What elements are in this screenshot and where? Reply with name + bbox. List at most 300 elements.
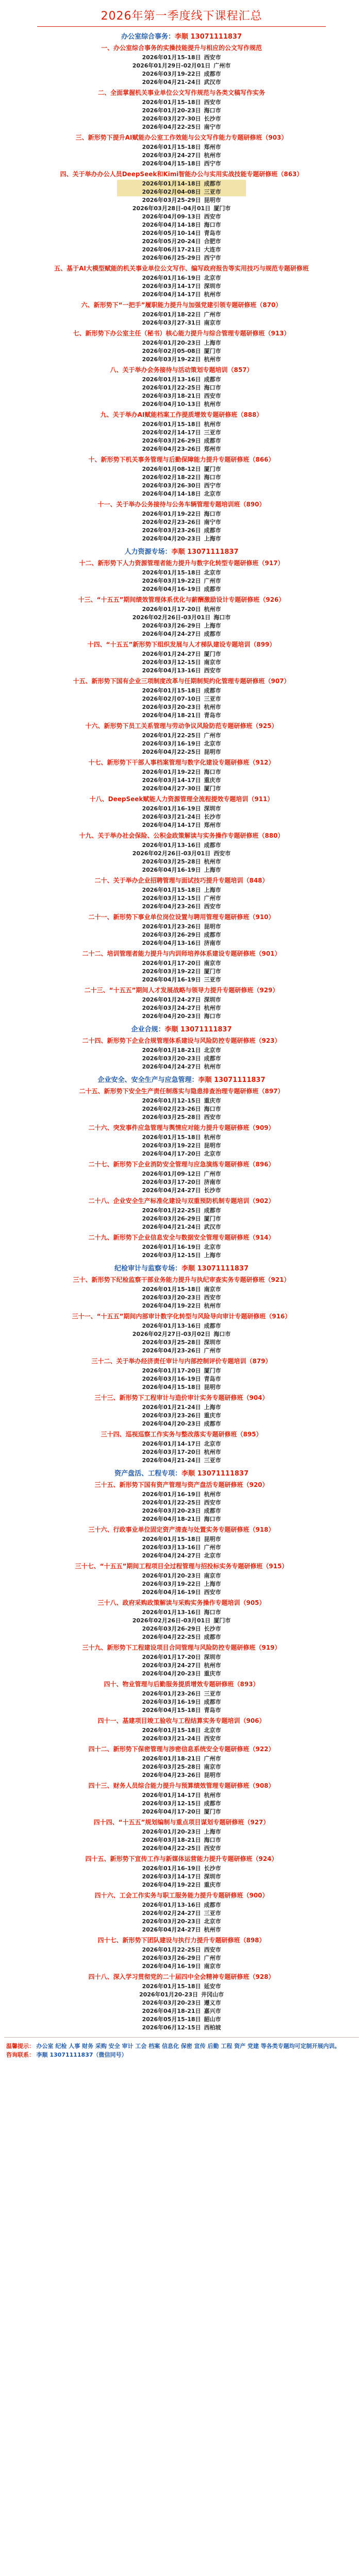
session-date: 2026年01月21-24日 bbox=[142, 1404, 201, 1411]
session-city: 上海市 bbox=[204, 867, 221, 873]
session-row bbox=[4, 339, 359, 347]
session-date: 2026年06月25-29日 bbox=[142, 255, 201, 261]
session-date: 2026年04月16-19日 bbox=[142, 586, 201, 592]
session-city: 北京市 bbox=[204, 1150, 221, 1157]
session-date: 2026年05月10-14日 bbox=[142, 230, 201, 236]
session-date: 2026年03月19-22日 bbox=[142, 1142, 201, 1149]
session-row bbox=[4, 1375, 359, 1383]
session-row bbox=[4, 1004, 359, 1012]
session-row bbox=[4, 1223, 359, 1231]
course-block bbox=[4, 1716, 359, 1743]
session-row bbox=[4, 1690, 359, 1698]
session-date: 2026年03月20-23日 bbox=[142, 1999, 201, 2006]
session-date: 2026年02月23-26日 bbox=[142, 1106, 201, 1112]
session-date: 2026年04月23-26日 bbox=[142, 1347, 201, 1354]
session-row bbox=[4, 748, 359, 756]
session-city: 昆明市 bbox=[204, 197, 221, 204]
session-row bbox=[4, 703, 359, 711]
session-date: 2026年04月10-13日 bbox=[142, 401, 201, 408]
session-row bbox=[4, 1881, 359, 1889]
session-row bbox=[4, 996, 359, 1004]
session-date: 2026年04月27-30日 bbox=[142, 785, 201, 792]
session-date: 2026年04月24-27日 bbox=[142, 1187, 201, 1194]
session-row bbox=[4, 291, 359, 299]
session-row bbox=[4, 1982, 359, 1991]
session-city: 三亚市 bbox=[204, 696, 221, 702]
session-date: 2026年01月13-16日 bbox=[142, 1902, 201, 1908]
session-date: 2026年04月22-25日 bbox=[142, 1634, 201, 1640]
session-city: 昆明市 bbox=[204, 1772, 221, 1778]
course-title: 四十六、工会工作实务与职工服务能力提升专题研修班（900） bbox=[94, 1892, 269, 1899]
session-row bbox=[4, 1012, 359, 1021]
session-city: 三亚市 bbox=[204, 1457, 221, 1464]
session-row bbox=[4, 1367, 359, 1375]
title-divider bbox=[37, 26, 326, 27]
session-date: 2026年01月13-16日 bbox=[142, 1609, 201, 1616]
session-city: 三亚市 bbox=[204, 1690, 221, 1697]
session-row bbox=[4, 1251, 359, 1260]
course-title: 三十三、新形势下工程审计与造价审计实务专题研修班（904） bbox=[94, 1394, 269, 1401]
course-title: 十五、新形势下国有企业三项制度改革与任期制契约化管理专题研修班（907） bbox=[73, 677, 290, 685]
session-row bbox=[4, 347, 359, 355]
session-city: 广州市 bbox=[204, 1955, 221, 1961]
course-block bbox=[4, 1429, 359, 1465]
session-row bbox=[4, 62, 359, 70]
course-title: 六、新形势下“一把手”履职能力提升与加强党建引领专题研修班（870） bbox=[81, 301, 282, 309]
session-date: 2026年04月23-26日 bbox=[142, 1772, 201, 1778]
session-city: 韶山市 bbox=[204, 2016, 221, 2023]
session-row bbox=[4, 1735, 359, 1743]
session-city: 深圳市 bbox=[204, 805, 221, 812]
course-block bbox=[4, 1890, 359, 1934]
session-row bbox=[4, 1800, 359, 1808]
course-title: 二十八、企业安全生产标准化建设与双重预防机制专题培训（902） bbox=[88, 1197, 275, 1205]
course-block bbox=[4, 912, 359, 947]
session-row bbox=[4, 1617, 359, 1625]
session-row bbox=[4, 740, 359, 748]
session-city: 深圳市 bbox=[204, 283, 221, 290]
session-city: 广州市 bbox=[204, 1544, 221, 1551]
session-city: 上海市 bbox=[204, 340, 221, 346]
session-row bbox=[4, 437, 359, 445]
session-date: 2026年02月14-17日 bbox=[142, 429, 201, 436]
session-city: 杭州市 bbox=[204, 1134, 221, 1141]
course-block bbox=[4, 1036, 359, 1071]
session-row bbox=[4, 1456, 359, 1465]
session-row bbox=[4, 1097, 359, 1105]
session-date: 2026年01月15-18日 bbox=[142, 54, 201, 61]
course-block bbox=[4, 88, 359, 131]
session-city: 青岛市 bbox=[204, 712, 221, 719]
session-row bbox=[4, 1726, 359, 1735]
session-row bbox=[4, 1763, 359, 1771]
session-row bbox=[4, 254, 359, 262]
session-row bbox=[4, 1440, 359, 1448]
session-date: 2026年01月13-16日 bbox=[142, 376, 201, 383]
session-city: 西安市 bbox=[204, 1589, 221, 1596]
session-row bbox=[4, 376, 359, 384]
session-date: 2026年01月14-18日 bbox=[142, 180, 201, 187]
session-row bbox=[4, 1535, 359, 1544]
session-date: 2026年04月14-17日 bbox=[142, 822, 201, 828]
session-city: 重庆市 bbox=[204, 1097, 221, 1104]
session-date: 2026年03月20-23日 bbox=[142, 1507, 201, 1514]
session-city: 海口市 bbox=[204, 1516, 221, 1522]
course-block bbox=[4, 676, 359, 720]
session-date: 2026年01月16-19日 bbox=[142, 805, 201, 812]
session-date: 2026年04月21-24日 bbox=[142, 1457, 201, 1464]
session-date: 2026年01月16-19日 bbox=[142, 1491, 201, 1498]
session-row bbox=[4, 54, 359, 62]
course-block bbox=[4, 328, 359, 364]
session-row bbox=[4, 931, 359, 939]
session-row bbox=[4, 473, 359, 482]
session-city: 南京市 bbox=[204, 1963, 221, 1970]
session-city: 昆明市 bbox=[204, 1536, 221, 1543]
session-city: 北京市 bbox=[204, 1727, 221, 1734]
session-city: 海口市 bbox=[204, 474, 221, 481]
session-date: 2026年02月27日-03月02日 bbox=[132, 1331, 211, 1337]
session-date: 2026年01月15-18日 bbox=[142, 99, 201, 106]
category-contact: 李顺 13071111837 bbox=[181, 1265, 249, 1273]
session-date: 2026年04月24-27日 bbox=[142, 1926, 201, 1933]
session-date: 2026年03月25-28日 bbox=[142, 1114, 201, 1121]
session-row bbox=[4, 1670, 359, 1678]
session-row bbox=[4, 1588, 359, 1597]
session-date: 2026年04月13-16日 bbox=[142, 940, 201, 946]
session-city: 成都市 bbox=[204, 376, 221, 383]
session-city: 成都市 bbox=[204, 1800, 221, 1807]
session-city: 北京市 bbox=[204, 275, 221, 281]
session-city: 重庆市 bbox=[204, 777, 221, 784]
course-block bbox=[4, 1642, 359, 1678]
session-row bbox=[4, 605, 359, 614]
session-date: 2026年01月20-23日 bbox=[142, 1828, 201, 1835]
session-city: 青岛市 bbox=[204, 1707, 221, 1714]
session-date: 2026年03月23-26日 bbox=[142, 527, 201, 534]
session-row bbox=[4, 1507, 359, 1515]
session-row bbox=[4, 1608, 359, 1617]
session-date: 2026年03月14-17日 bbox=[142, 283, 201, 290]
session-city: 南京市 bbox=[204, 319, 221, 326]
session-row bbox=[4, 614, 359, 622]
session-city: 杭州市 bbox=[204, 1302, 221, 1309]
course-title: 九、关于举办AI赋能档案工作提质增效专题研修班（888） bbox=[100, 411, 263, 418]
session-date: 2026年01月24-27日 bbox=[142, 651, 201, 657]
session-row bbox=[4, 2007, 359, 2015]
session-row bbox=[4, 1285, 359, 1294]
category-contact: 李顺 13071111837 bbox=[164, 1026, 232, 1033]
session-city: 成都市 bbox=[204, 1902, 221, 1908]
session-city: 合肥市 bbox=[204, 238, 221, 245]
session-date: 2026年03月19-22日 bbox=[142, 1581, 201, 1587]
course-title: 十一、关于举办公务接待与公务车辆管理专题培训班（890） bbox=[97, 501, 266, 508]
session-city: 昆明市 bbox=[204, 923, 221, 930]
session-city: 海口市 bbox=[204, 107, 221, 114]
session-city: 西宁市 bbox=[204, 255, 221, 261]
session-city: 西宁市 bbox=[204, 482, 221, 489]
session-row bbox=[4, 866, 359, 874]
session-city: 厦门市 bbox=[204, 1215, 221, 1222]
category-header bbox=[4, 1468, 359, 1478]
session-date: 2026年04月23-26日 bbox=[142, 903, 201, 910]
session-date: 2026年03月19-22日 bbox=[142, 356, 201, 363]
session-city: 成都市 bbox=[204, 931, 221, 938]
course-title: 七、新形势下办公室主任（秘书）核心能力提升与综合管理专题研修班（913） bbox=[73, 330, 290, 337]
session-row bbox=[4, 1187, 359, 1195]
session-date: 2026年02月23-26日 bbox=[142, 519, 201, 526]
course-title: 十、新形势下机关事务管理与后勤保障能力提升专题研修班（866） bbox=[88, 456, 275, 463]
course-block bbox=[4, 365, 359, 409]
session-row bbox=[4, 445, 359, 453]
session-date: 2026年01月22-25日 bbox=[142, 1207, 201, 1214]
category-header bbox=[4, 1024, 359, 1033]
session-row bbox=[4, 1330, 359, 1338]
category-header bbox=[4, 1074, 359, 1084]
session-city: 遵义市 bbox=[204, 1999, 221, 2006]
session-city: 西安市 bbox=[204, 1294, 221, 1301]
session-date: 2026年01月22-25日 bbox=[142, 1946, 201, 1953]
session-date: 2026年03月16-19日 bbox=[142, 740, 201, 747]
course-block bbox=[4, 1854, 359, 1889]
session-city: 北京市 bbox=[204, 1244, 221, 1250]
session-row bbox=[4, 1412, 359, 1420]
session-date: 2026年04月14-18日 bbox=[142, 490, 201, 497]
course-block bbox=[4, 1524, 359, 1560]
session-row bbox=[4, 577, 359, 585]
course-title: 十四、“十五五”新形势下组织发展与人才梯队建设专题培训（899） bbox=[87, 641, 276, 648]
session-date: 2026年04月22-25日 bbox=[142, 124, 201, 130]
session-date: 2026年04月13-16日 bbox=[142, 667, 201, 674]
session-city: 海口市 bbox=[204, 222, 221, 228]
session-row bbox=[117, 180, 246, 188]
session-row bbox=[4, 490, 359, 498]
session-city: 长沙市 bbox=[204, 1625, 221, 1632]
session-row bbox=[4, 858, 359, 866]
session-city: 西安市 bbox=[204, 1114, 221, 1121]
session-row bbox=[4, 1580, 359, 1588]
course-title: 二、全面掌握机关事业单位公文写作规范与各类文稿写作实务 bbox=[97, 89, 265, 96]
session-row bbox=[4, 1844, 359, 1853]
session-city: 广州市 bbox=[204, 1171, 221, 1177]
course-block bbox=[4, 1561, 359, 1597]
session-date: 2026年03月26-29日 bbox=[142, 1955, 201, 1961]
session-date: 2026年04月17-20日 bbox=[142, 1808, 201, 1815]
session-date: 2026年04月15-18日 bbox=[142, 1707, 201, 1714]
session-date: 2026年01月15-18日 bbox=[142, 1983, 201, 1990]
session-date: 2026年01月15-18日 bbox=[142, 887, 201, 893]
session-city: 上海市 bbox=[204, 1404, 221, 1411]
session-date: 2026年04月19-22日 bbox=[142, 1302, 201, 1309]
course-title: 十八、DeepSeek赋能人力资源管理全流程提效专题培训（911） bbox=[89, 795, 274, 803]
session-date: 2026年03月24-27日 bbox=[142, 1662, 201, 1669]
session-row bbox=[4, 1706, 359, 1715]
session-city: 南京市 bbox=[204, 1286, 221, 1293]
course-title: 四、关于举办办公人员DeepSeek和Kimi智能办公与实用实战技能专题研修班（863） bbox=[60, 171, 303, 178]
session-date: 2026年01月18-21日 bbox=[142, 1047, 201, 1054]
session-row bbox=[4, 2015, 359, 2024]
session-city: 井冈山市 bbox=[201, 1991, 224, 1998]
session-city: 厦门市 bbox=[204, 968, 221, 975]
session-city: 西安市 bbox=[204, 667, 221, 674]
session-date: 2026年01月20-23日 bbox=[139, 1991, 199, 1998]
course-block bbox=[4, 595, 359, 638]
session-date: 2026年01月17-20日 bbox=[142, 1654, 201, 1660]
session-city: 昆明市 bbox=[204, 749, 221, 755]
course-block bbox=[4, 1275, 359, 1310]
session-date: 2026年03月12-15日 bbox=[142, 1800, 201, 1807]
session-city: 厦门市 bbox=[204, 1367, 221, 1374]
course-block bbox=[4, 1159, 359, 1195]
session-row bbox=[4, 2024, 359, 2032]
session-city: 青岛市 bbox=[204, 230, 221, 236]
session-city: 北京市 bbox=[204, 490, 221, 497]
session-date: 2026年04月18-21日 bbox=[142, 712, 201, 719]
course-title: 四十五、新形势下宣传工作与新媒体运营能力提升专题研修班（924） bbox=[85, 1855, 278, 1862]
session-row bbox=[4, 1142, 359, 1150]
course-title: 三十六、行政事业单位固定资产清查与处置实务专题研修班（918） bbox=[88, 1526, 275, 1533]
session-row bbox=[4, 1055, 359, 1063]
session-city: 北京市 bbox=[204, 569, 221, 576]
session-city: 杭州市 bbox=[204, 1449, 221, 1455]
session-city: 杭州市 bbox=[204, 1063, 221, 1070]
session-row bbox=[4, 923, 359, 931]
session-date: 2026年04月18-21日 bbox=[142, 1516, 201, 1522]
session-date: 2026年03月17-20日 bbox=[142, 1179, 201, 1185]
session-row bbox=[4, 667, 359, 675]
session-row bbox=[4, 1170, 359, 1178]
session-date: 2026年03月24-27日 bbox=[142, 152, 201, 159]
session-date: 2026年04月22-25日 bbox=[142, 749, 201, 755]
session-date: 2026年01月15-18日 bbox=[142, 1134, 201, 1141]
session-row bbox=[4, 968, 359, 976]
course-title: 三十五、新形势下国有资产管理与资产盘活专题研修班（920） bbox=[94, 1481, 269, 1488]
session-city: 三亚市 bbox=[204, 1910, 221, 1917]
course-title: 二十六、突发事件应急管理与舆情应对能力提升专题研修班（909） bbox=[88, 1124, 275, 1131]
session-date: 2026年01月14-17日 bbox=[142, 1792, 201, 1799]
session-row bbox=[4, 894, 359, 903]
session-date: 2026年01月17-20日 bbox=[142, 606, 201, 613]
session-city: 上海市 bbox=[204, 1252, 221, 1259]
session-row bbox=[4, 821, 359, 829]
session-row bbox=[4, 482, 359, 490]
session-date: 2026年01月23-26日 bbox=[142, 923, 201, 930]
session-city: 成都市 bbox=[204, 180, 221, 187]
session-date: 2026年04月15-18日 bbox=[142, 160, 201, 167]
session-city: 杭州市 bbox=[204, 858, 221, 865]
course-title: 十七、新形势下干部人事档案管理与数字化建设专题研修班（912） bbox=[88, 759, 275, 766]
session-row bbox=[4, 1133, 359, 1142]
session-row bbox=[4, 1063, 359, 1071]
session-row bbox=[4, 785, 359, 793]
session-date: 2026年03月16-19日 bbox=[142, 1376, 201, 1382]
course-title: 四十八、深入学习贯彻党的二十届四中全会精神专题研修班（928） bbox=[88, 1973, 275, 1980]
session-row bbox=[4, 687, 359, 695]
session-city: 深圳市 bbox=[204, 1654, 221, 1660]
session-row bbox=[4, 1836, 359, 1844]
session-row bbox=[4, 1771, 359, 1780]
session-row bbox=[4, 1105, 359, 1113]
session-city: 长沙市 bbox=[204, 814, 221, 820]
course-block bbox=[4, 1196, 359, 1231]
course-title: 四十三、财务人员综合能力提升与预算绩效管理专题研修班（908） bbox=[88, 1782, 275, 1789]
session-row bbox=[4, 805, 359, 813]
course-block bbox=[4, 1817, 359, 1853]
session-row bbox=[4, 527, 359, 535]
session-row bbox=[4, 1926, 359, 1934]
course-block bbox=[4, 1744, 359, 1780]
course-title: 一、办公室综合事务的实操技能提升与相应的公文写作规范 bbox=[101, 44, 262, 52]
session-city: 成都市 bbox=[204, 1055, 221, 1062]
session-date: 2026年04月16-19日 bbox=[142, 1589, 201, 1596]
session-row bbox=[4, 429, 359, 437]
session-city: 延安市 bbox=[204, 1983, 221, 1990]
session-city: 西安市 bbox=[204, 1946, 221, 1953]
course-block bbox=[4, 1781, 359, 1816]
session-date: 2026年06月17-21日 bbox=[142, 246, 201, 253]
category-label: 企业安全、安全生产与应急管理： bbox=[97, 1076, 199, 1084]
session-city: 北京市 bbox=[204, 1440, 221, 1447]
session-date: 2026年03月25-29日 bbox=[142, 197, 201, 204]
course-title: 四十、物业管理与后勤服务提质增效专题研修班（893） bbox=[104, 1681, 259, 1688]
course-title: 四十二、新形势下保密管理与涉密信息系统安全专题研修班（922） bbox=[88, 1745, 275, 1753]
session-city: 西柏坡 bbox=[204, 2024, 221, 2031]
session-row bbox=[4, 1625, 359, 1633]
session-city: 大连市 bbox=[204, 246, 221, 253]
category-label: 企业合规： bbox=[131, 1026, 165, 1033]
course-title: 八、关于举办会务接待与活动策划专题培训（857） bbox=[110, 366, 253, 374]
session-date: 2026年04月14-17日 bbox=[142, 291, 201, 298]
session-date: 2026年04月24-27日 bbox=[142, 1063, 201, 1070]
session-city: 成都市 bbox=[204, 1699, 221, 1705]
session-row bbox=[4, 400, 359, 409]
session-row bbox=[4, 630, 359, 638]
session-city: 昆明市 bbox=[204, 1384, 221, 1391]
session-city: 广州市 bbox=[204, 1755, 221, 1762]
course-list bbox=[4, 31, 359, 2032]
session-date: 2026年03月18-21日 bbox=[142, 393, 201, 399]
session-city: 西宁市 bbox=[204, 160, 221, 167]
session-city: 海口市 bbox=[204, 1609, 221, 1616]
course-block bbox=[4, 948, 359, 984]
session-row bbox=[4, 1544, 359, 1552]
session-city: 上海市 bbox=[204, 535, 221, 542]
session-row bbox=[4, 1808, 359, 1816]
course-block bbox=[4, 1935, 359, 1971]
course-block bbox=[4, 831, 359, 874]
session-row bbox=[4, 384, 359, 392]
session-row bbox=[4, 1302, 359, 1310]
course-block bbox=[4, 639, 359, 675]
course-block bbox=[4, 263, 359, 299]
session-date: 2026年03月12-15日 bbox=[142, 659, 201, 666]
session-row bbox=[4, 205, 359, 213]
session-city: 长沙市 bbox=[204, 1865, 221, 1872]
course-block bbox=[4, 721, 359, 756]
session-row bbox=[4, 160, 359, 168]
session-date: 2026年03月26-29日 bbox=[142, 622, 201, 629]
session-date: 2026年01月17-20日 bbox=[142, 1367, 201, 1374]
session-row bbox=[4, 850, 359, 858]
course-title: 二十九、新形势下企业信息安全与数据安全管理专题研修班（914） bbox=[88, 1234, 275, 1241]
session-city: 西安市 bbox=[204, 1499, 221, 1506]
session-date: 2026年01月20-23日 bbox=[142, 1572, 201, 1579]
session-city: 厦门市 bbox=[204, 651, 221, 657]
course-block bbox=[4, 1598, 359, 1641]
session-date: 2026年03月25-28日 bbox=[142, 858, 201, 865]
session-city: 北京市 bbox=[204, 1047, 221, 1054]
session-date: 2026年04月20-23日 bbox=[142, 1420, 201, 1427]
